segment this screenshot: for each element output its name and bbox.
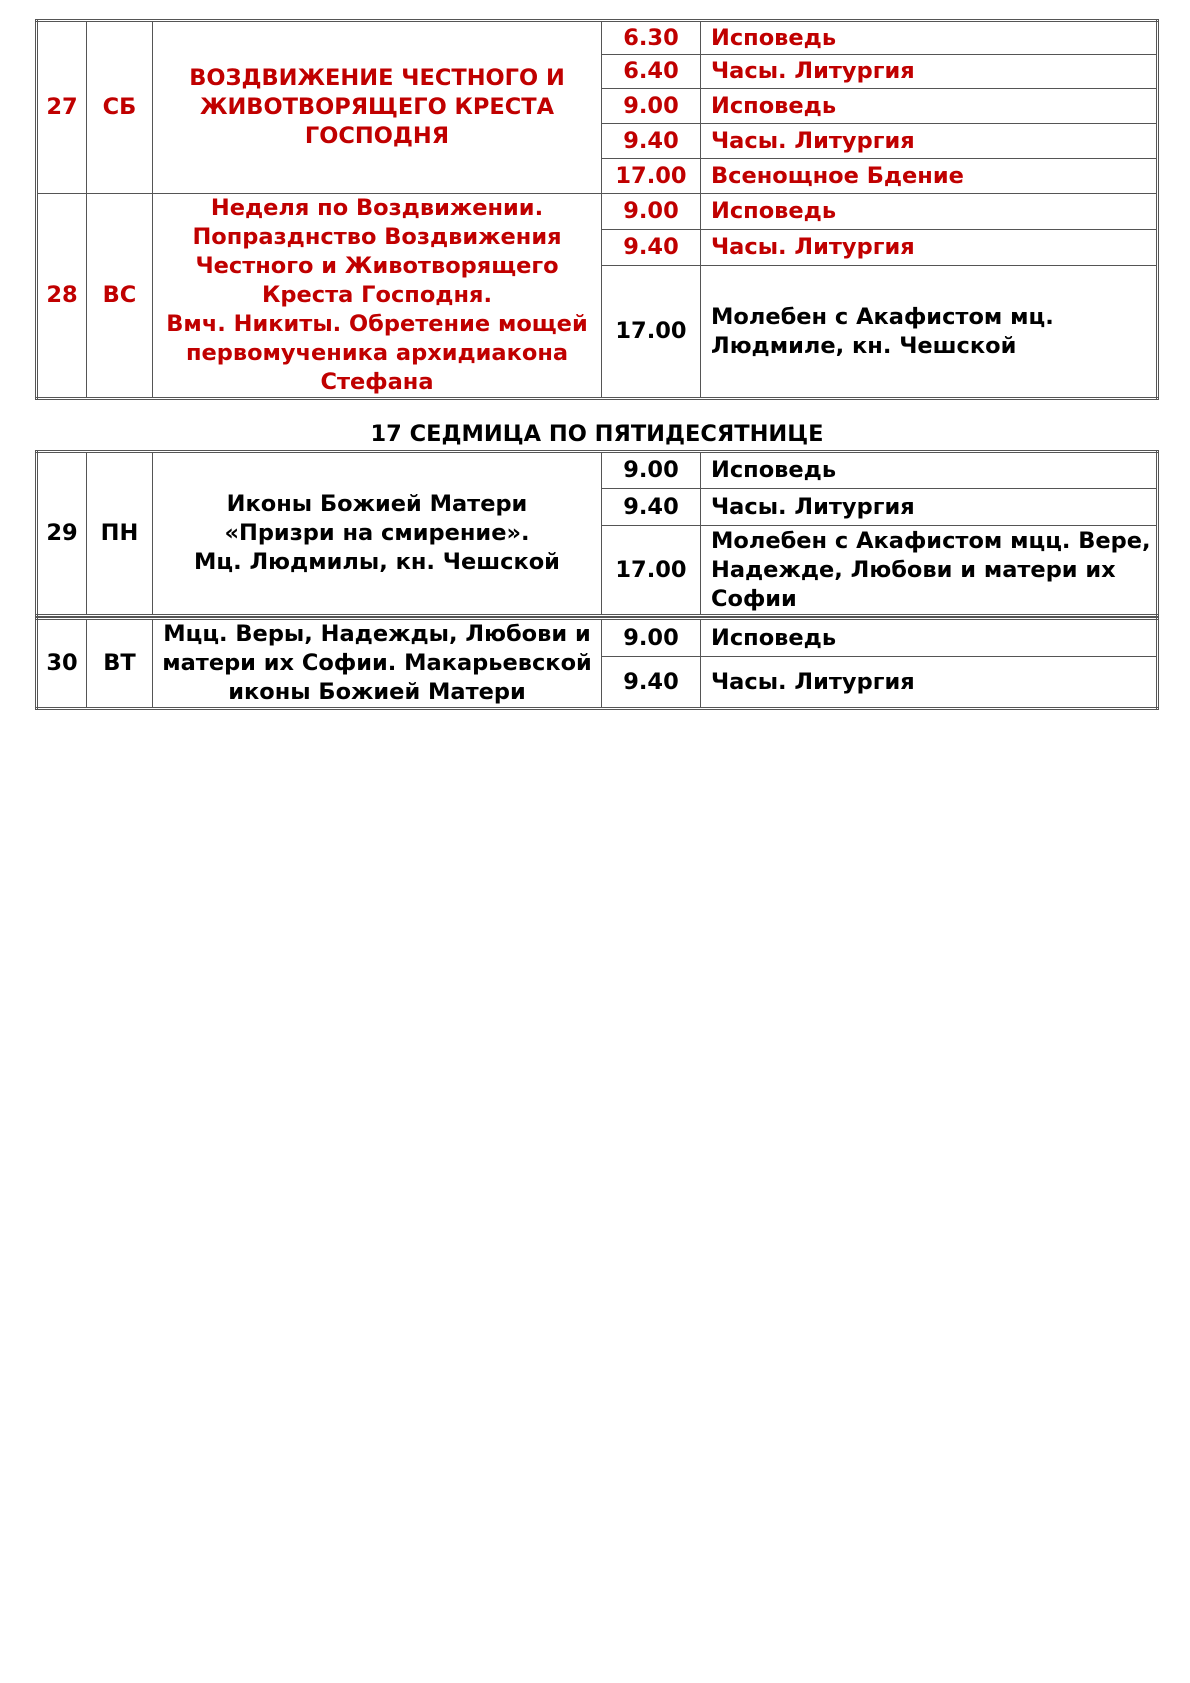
service-time: 17.00: [602, 266, 701, 399]
schedule-table-1: [35, 19, 1159, 400]
service-time: 9.40: [602, 124, 701, 159]
feast-line: ВОЗДВИЖЕНИЕ ЧЕСТНОГО И: [189, 65, 565, 91]
service-time: 9.00: [602, 194, 701, 230]
feast-line: первомученика архидиакона: [185, 340, 569, 366]
service-name: Исповедь: [701, 194, 1158, 230]
feast-line: иконы Божией Матери: [228, 679, 526, 705]
service-time: 9.00: [602, 619, 701, 657]
service-time: 17.00: [602, 159, 701, 194]
service-time: 17.00: [602, 526, 701, 616]
day-of-week: СБ: [87, 21, 153, 194]
feast-line: Креста Господня.: [262, 282, 492, 308]
schedule-table-3: [35, 617, 1159, 710]
feast-line: ЖИВОТВОРЯЩЕГО КРЕСТА: [199, 94, 555, 120]
feast-line: Иконы Божией Матери: [226, 491, 528, 517]
feast-line: Попразднство Воздвижения: [192, 224, 562, 250]
feast-line: Мц. Людмилы, кн. Чешской: [194, 549, 560, 575]
service-name: Всенощное Бдение: [701, 159, 1158, 194]
feast-line: Мцц. Веры, Надежды, Любови и: [163, 621, 591, 647]
service-name: Молебен с Акафистом мц. Людмиле, кн. Чешской: [701, 266, 1158, 399]
feast-description: [153, 619, 602, 709]
feast-description: [153, 194, 602, 399]
feast-line: ГОСПОДНЯ: [304, 123, 450, 149]
service-row: [37, 21, 1158, 55]
service-name: Молебен с Акафистом мцц. Вере, Надежде, Любови и матери их Софии: [701, 526, 1158, 616]
service-time: 9.00: [602, 89, 701, 124]
feast-line: Вмч. Никиты. Обретение мощей: [166, 311, 588, 337]
service-name: Исповедь: [701, 21, 1158, 55]
feast-line: Неделя по Воздвижении.: [210, 195, 544, 221]
feast-line: Стефана: [320, 369, 434, 395]
feast-line: матери их Софии. Макарьевской: [162, 650, 592, 676]
feast-line: Честного и Животворящего: [195, 253, 559, 279]
service-time: 9.40: [602, 230, 701, 266]
day-of-week: ВС: [87, 194, 153, 399]
service-name: Часы. Литургия: [701, 230, 1158, 266]
service-row: [37, 194, 1158, 230]
service-time: 6.30: [602, 21, 701, 55]
day-number: 30: [37, 619, 87, 709]
service-row: [37, 452, 1158, 489]
day-of-week: ВТ: [87, 619, 153, 709]
day-number: 28: [37, 194, 87, 399]
feast-line: «Призри на смирение».: [224, 520, 530, 546]
service-time: 9.00: [602, 452, 701, 489]
service-time: 6.40: [602, 55, 701, 89]
week-heading: 17 СЕДМИЦА ПО ПЯТИДЕСЯТНИЦЕ: [370, 421, 824, 447]
service-time: 9.40: [602, 489, 701, 526]
service-name: Часы. Литургия: [701, 55, 1158, 89]
service-name: Часы. Литургия: [701, 489, 1158, 526]
day-number: 29: [37, 452, 87, 616]
service-name: Часы. Литургия: [701, 124, 1158, 159]
service-name: Исповедь: [701, 452, 1158, 489]
service-time: 9.40: [602, 657, 701, 709]
service-name: Исповедь: [701, 89, 1158, 124]
day-number: 27: [37, 21, 87, 194]
feast-description: [153, 452, 602, 616]
service-name: Исповедь: [701, 619, 1158, 657]
feast-description: [153, 21, 602, 194]
service-name: Часы. Литургия: [701, 657, 1158, 709]
service-row: [37, 619, 1158, 657]
schedule-table-2: [35, 450, 1159, 617]
day-of-week: ПН: [87, 452, 153, 616]
